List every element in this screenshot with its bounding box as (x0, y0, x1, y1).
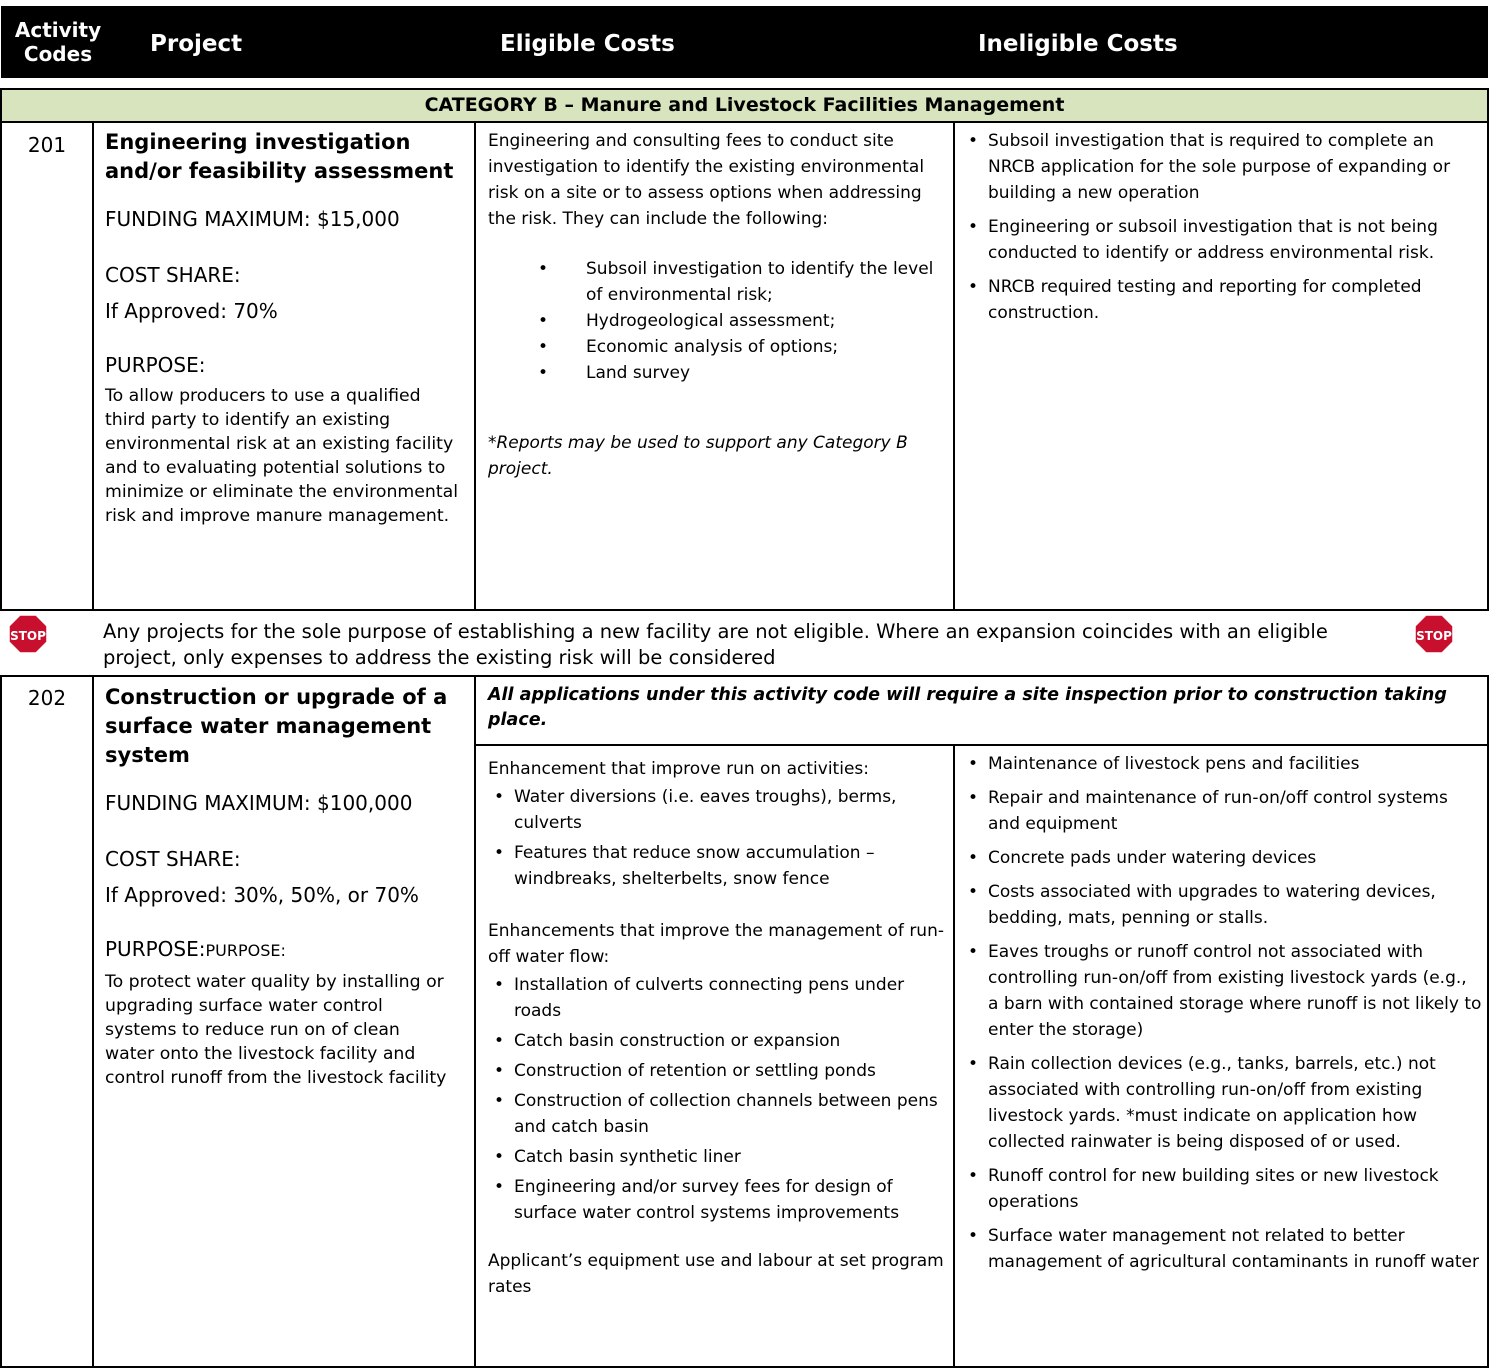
purpose-label-small: PURPOSE: (205, 941, 286, 960)
project-title: Engineering investigation and/or feasibility assessment (105, 130, 454, 183)
list-item: • Subsoil investigation to identify the level of environmental risk; (488, 256, 943, 308)
list-item: • Eaves troughs or runoff control not associated with controlling run-on/off from existing livestock yards (e.g., a barn with contained storage where runoff is not likely to enter the storage) (962, 939, 1482, 1043)
divider (0, 88, 1489, 90)
divider (474, 121, 476, 610)
eligible-costs-202 (488, 756, 945, 1300)
list-item: • Runoff control for new building sites or new livestock operations (962, 1163, 1482, 1215)
site-inspection-notice: All applications under this activity code will require a site inspection prior to construction taking place. (488, 685, 1447, 730)
project-201 (105, 128, 465, 528)
list-item: • NRCB required testing and reporting for completed construction. (962, 274, 1482, 326)
divider (0, 88, 2, 610)
eligible-intro: Enhancements that improve the management of run-off water flow: (488, 921, 944, 967)
header-project: Project (150, 31, 243, 57)
list-item: • Concrete pads under watering devices (962, 845, 1482, 871)
eligible-note: *Reports may be used to support any Category B project. (488, 433, 908, 479)
list-item: • Land survey (488, 360, 943, 386)
list-item: • Hydrogeological assessment; (488, 308, 943, 334)
purpose-label (105, 936, 470, 964)
list-item: • Construction of retention or settling ponds (488, 1058, 945, 1084)
list-item: • Catch basin construction or expansion (488, 1028, 945, 1054)
purpose-label: PURPOSE: (105, 353, 206, 377)
header-ineligible-costs: Ineligible Costs (978, 31, 1178, 57)
category-heading: CATEGORY B – Manure and Livestock Facilities Management (1, 89, 1488, 121)
divider (474, 744, 1489, 746)
eligible-intro: Enhancement that improve run on activities: (488, 759, 869, 779)
activity-code-201: 201 (27, 133, 67, 157)
list-item: • Surface water management not related to better management of agricultural contaminants in runoff water (962, 1223, 1482, 1275)
list-item: • Features that reduce snow accumulation – windbreaks, shelterbelts, snow fence (488, 840, 945, 892)
stop-sign-icon (8, 614, 48, 654)
divider (0, 675, 1489, 677)
divider (474, 675, 476, 1368)
divider (0, 121, 1489, 123)
project-title: Construction or upgrade of a surface water management system (105, 685, 448, 767)
svg-text:STOP: STOP (10, 629, 46, 643)
eligible-list (488, 784, 945, 892)
purpose-text: To protect water quality by installing or upgrading surface water control systems to reduce run on of clean water onto the livestock facility and control runoff from the livestock facility (105, 972, 447, 1088)
divider (92, 121, 94, 610)
cost-share-label: COST SHARE: (105, 847, 241, 871)
list-item: • Maintenance of livestock pens and facilities (962, 751, 1482, 777)
list-item: • Economic analysis of options; (488, 334, 943, 360)
stop-sign-icon (1414, 614, 1454, 654)
cost-share-label: COST SHARE: (105, 263, 241, 287)
list-item: • Rain collection devices (e.g., tanks, barrels, etc.) not associated with controlling run-on/off from existing livestock yards. *must indicate on application how collected rainwater is being disposed of or used. (962, 1051, 1482, 1155)
eligible-footer: Applicant’s equipment use and labour at set program rates (488, 1251, 944, 1297)
list-item: • Construction of collection channels between pens and catch basin (488, 1088, 945, 1140)
divider (0, 675, 2, 1368)
list-item: • Subsoil investigation that is required to complete an NRCB application for the sole purpose of expanding or building a new operation (962, 128, 1482, 206)
eligible-list (488, 972, 945, 1226)
stop-notice-text: Any projects for the sole purpose of establishing a new facility are not eligible. Where an expansion coincides with an eligible project, only expenses to address the existing risk will be considered (103, 620, 1328, 669)
ineligible-costs-202 (962, 751, 1482, 1279)
list-item: • Catch basin synthetic liner (488, 1144, 945, 1170)
list-item: • Installation of culverts connecting pens under roads (488, 972, 945, 1024)
divider (0, 609, 1489, 611)
cost-share-value: If Approved: 70% (105, 299, 278, 323)
divider (92, 675, 94, 1368)
list-item: • Engineering or subsoil investigation that is not being conducted to identify or address environmental risk. (962, 214, 1482, 266)
activity-code-202: 202 (27, 686, 67, 710)
eligible-list (488, 256, 943, 386)
divider (953, 121, 955, 610)
eligible-costs-201 (488, 128, 943, 482)
list-item: • Costs associated with upgrades to watering devices, bedding, mats, penning or stalls. (962, 879, 1482, 931)
list-item: • Repair and maintenance of run-on/off control systems and equipment (962, 785, 1482, 837)
ineligible-costs-201 (962, 128, 1482, 330)
list-item: • Engineering and/or survey fees for design of surface water control systems improvements (488, 1174, 945, 1226)
divider (953, 744, 955, 1368)
purpose-label-text: PURPOSE: (105, 937, 206, 961)
project-202 (105, 683, 470, 1090)
cost-share-value: If Approved: 30%, 50%, or 70% (105, 883, 419, 907)
header-activity-codes: Activity Codes (14, 18, 102, 66)
svg-text:STOP: STOP (1416, 629, 1452, 643)
list-item: • Water diversions (i.e. eaves troughs), berms, culverts (488, 784, 945, 836)
purpose-text: To allow producers to use a qualified third party to identify an existing environmental risk at an existing facility and to evaluating potential solutions to minimize or eliminate the environmental risk and improve manure management. (105, 386, 459, 526)
eligible-intro: Engineering and consulting fees to conduct site investigation to identify the existing environmental risk on a site or to assess options when addressing the risk. They can include the following: (488, 131, 925, 229)
funding-maximum: FUNDING MAXIMUM: $15,000 (105, 207, 400, 231)
funding-maximum: FUNDING MAXIMUM: $100,000 (105, 791, 413, 815)
header-eligible-costs: Eligible Costs (500, 31, 675, 57)
